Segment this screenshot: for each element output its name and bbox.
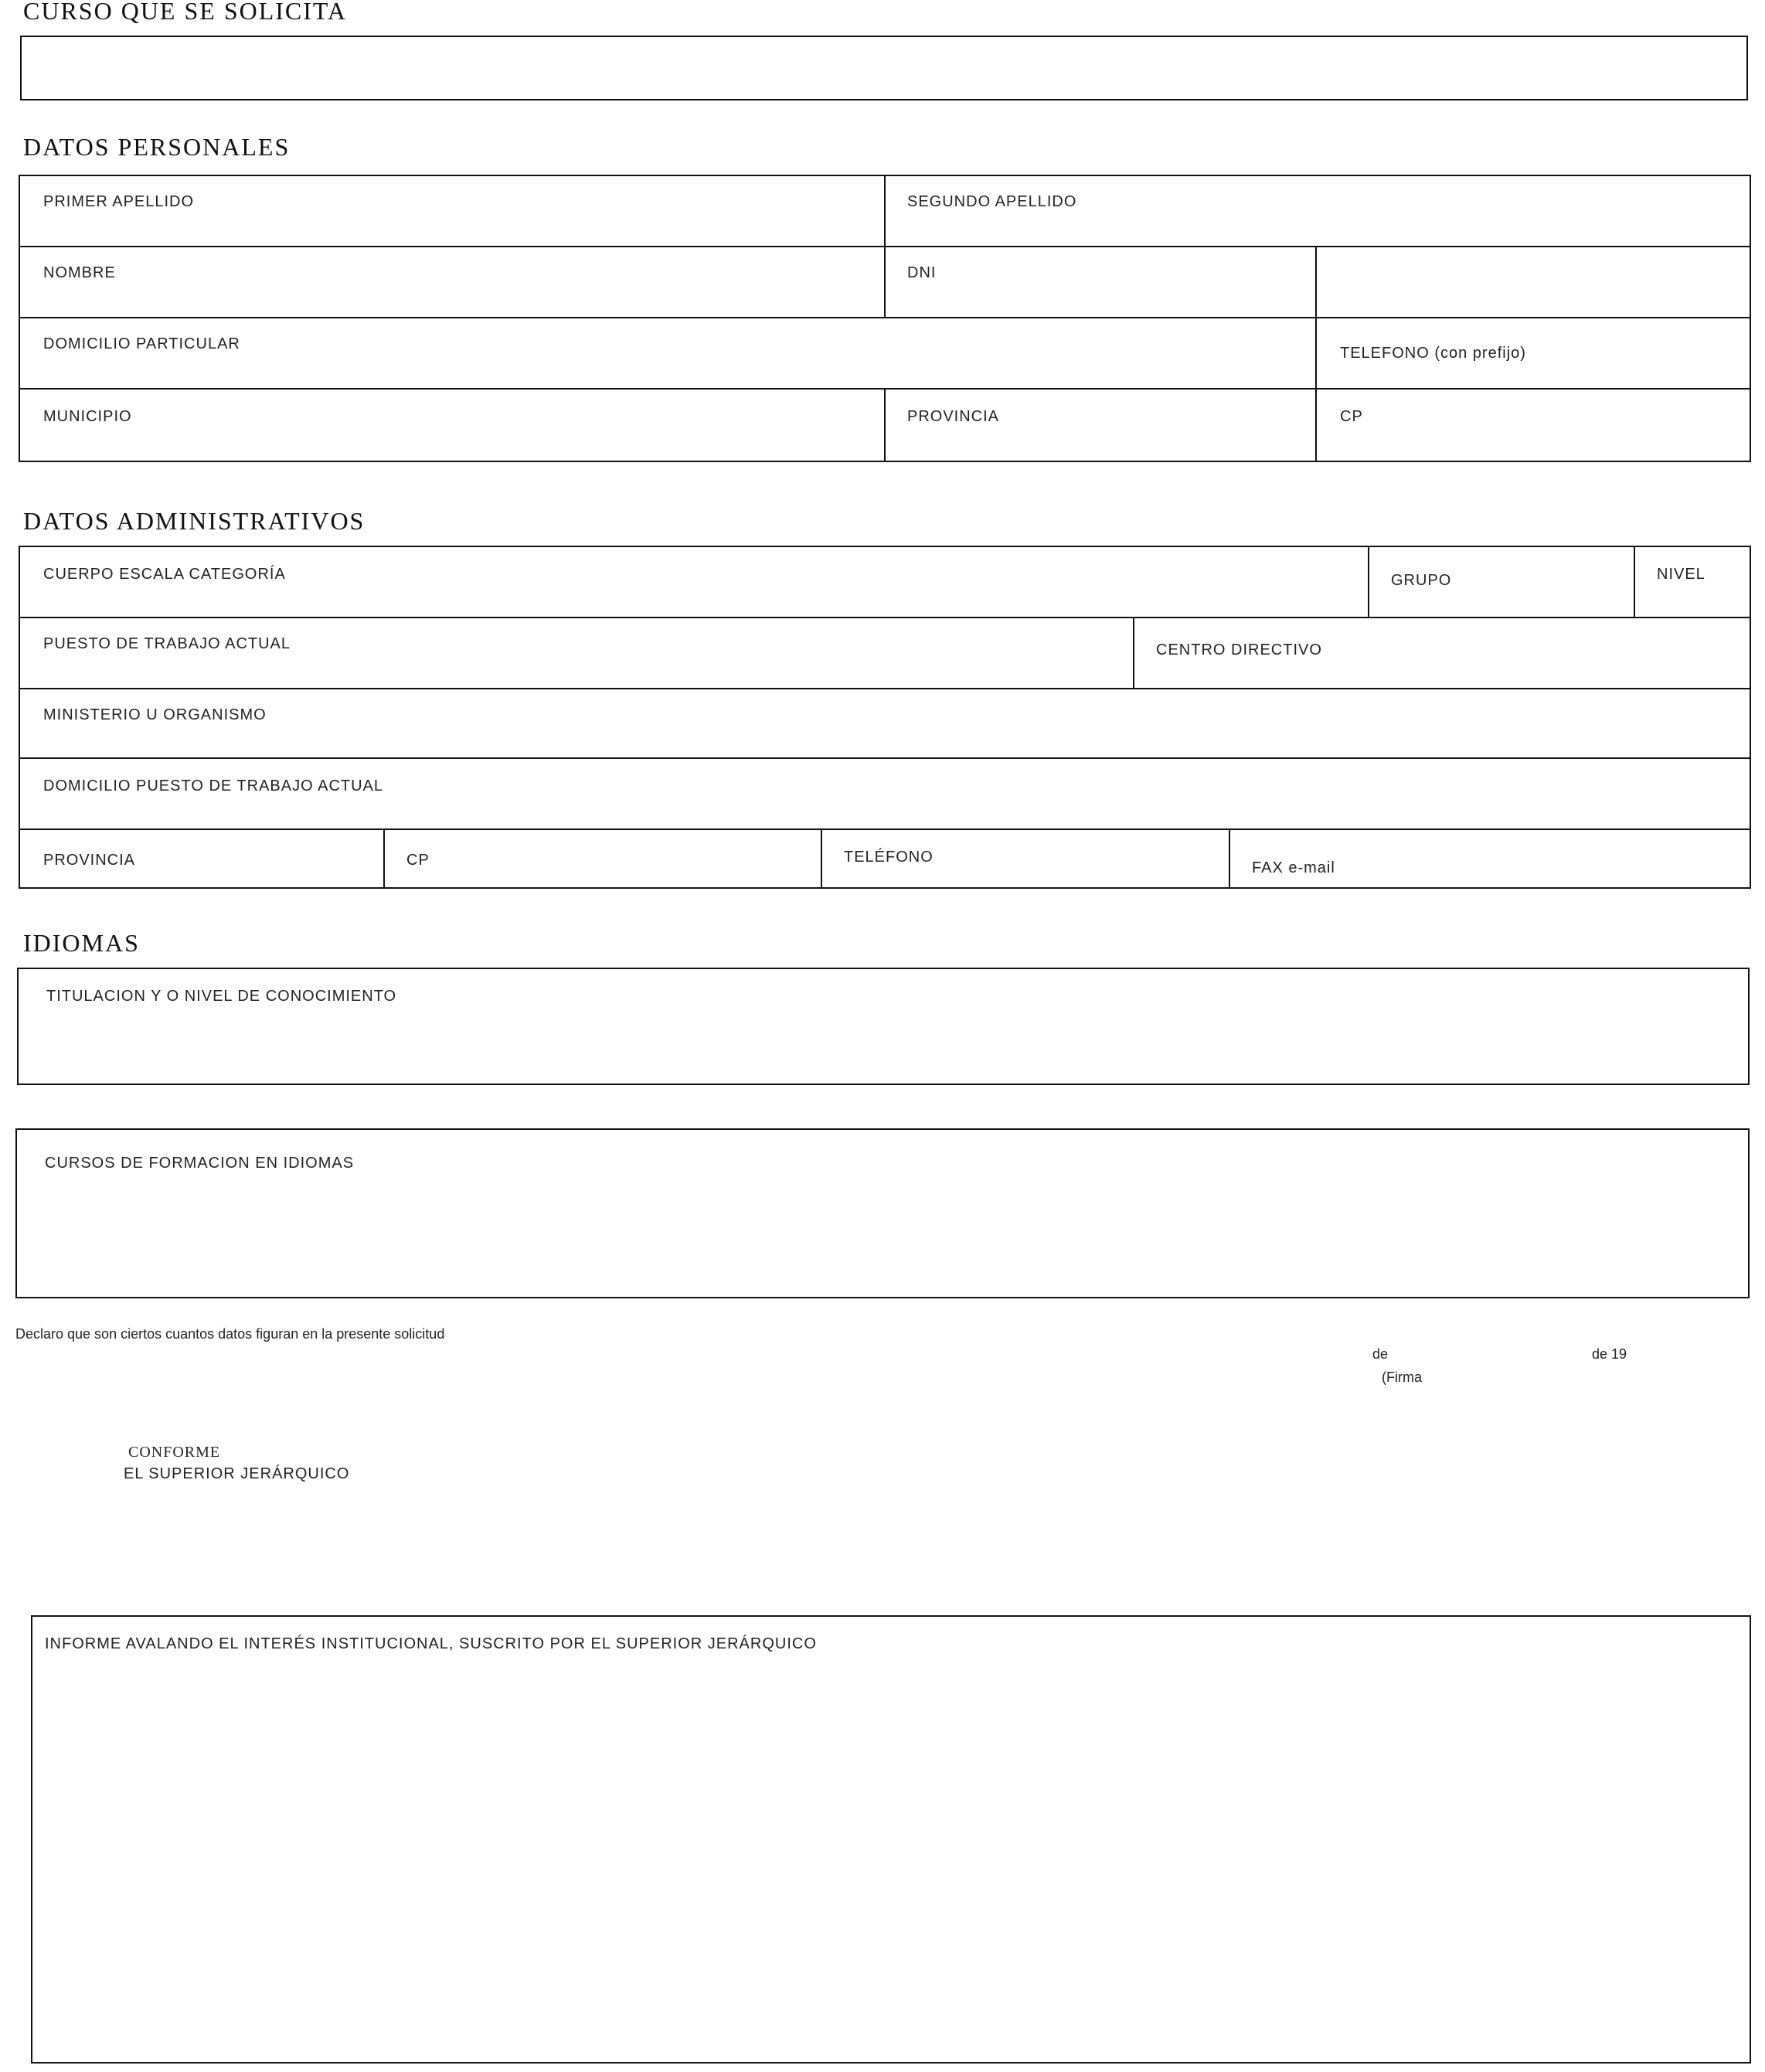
grupo-field[interactable]	[1369, 547, 1634, 617]
cp-field[interactable]	[1317, 390, 1750, 462]
informe-field[interactable]	[31, 1615, 1751, 2063]
administrativos-table	[19, 546, 1751, 889]
provincia-field[interactable]	[886, 390, 1315, 462]
municipio-field[interactable]	[20, 390, 884, 462]
fecha-de-2: de 19	[1592, 1346, 1627, 1362]
declaracion-text: Declaro que son ciertos cuantos datos figuran en la presente solicitud	[15, 1326, 445, 1342]
fax-email-field[interactable]	[1230, 830, 1750, 889]
idiomas-heading: IDIOMAS	[23, 929, 140, 957]
admin-provincia-label: PROVINCIA	[43, 852, 136, 869]
nivel-label: NIVEL	[1657, 566, 1705, 583]
segundo-apellido-field[interactable]	[886, 176, 1750, 246]
nivel-field[interactable]	[1635, 547, 1750, 617]
dni-label: DNI	[907, 264, 937, 281]
domicilio-field[interactable]	[20, 318, 1315, 388]
admin-cp-label: CP	[406, 852, 430, 869]
provincia-label: PROVINCIA	[907, 408, 1000, 425]
ministerio-field[interactable]	[20, 689, 1750, 757]
titulacion-field[interactable]	[17, 968, 1750, 1085]
centro-label: CENTRO DIRECTIVO	[1156, 641, 1322, 658]
nombre-label: NOMBRE	[43, 264, 116, 281]
dni-value-field[interactable]	[1317, 247, 1750, 317]
firma-label: (Firma	[1382, 1369, 1422, 1385]
admin-telefono-field[interactable]	[822, 830, 1229, 889]
puesto-label: PUESTO DE TRABAJO ACTUAL	[43, 635, 291, 652]
nombre-field[interactable]	[20, 247, 884, 317]
cuerpo-field[interactable]	[20, 547, 1368, 617]
cursos-idiomas-label: CURSOS DE FORMACION EN IDIOMAS	[45, 1155, 355, 1172]
dni-field[interactable]	[886, 247, 1315, 317]
personales-table	[19, 175, 1751, 462]
cuerpo-label: CUERPO ESCALA CATEGORÍA	[43, 566, 286, 583]
cp-label: CP	[1340, 408, 1363, 425]
domicilio-label: DOMICILIO PARTICULAR	[43, 335, 240, 352]
puesto-field[interactable]	[20, 618, 1133, 688]
personales-heading: DATOS PERSONALES	[23, 133, 291, 161]
fax-email-label: FAX e-mail	[1252, 859, 1335, 876]
admin-telefono-label: TELÉFONO	[844, 849, 934, 866]
superior-jerarquico-label: EL SUPERIOR JERÁRQUICO	[124, 1465, 350, 1482]
ministerio-label: MINISTERIO U ORGANISMO	[43, 706, 267, 723]
telefono-field[interactable]	[1317, 318, 1750, 388]
conforme-label: CONFORME	[128, 1444, 221, 1461]
fecha-de-1: de	[1372, 1346, 1389, 1362]
curso-field[interactable]	[20, 36, 1748, 100]
centro-field[interactable]	[1134, 618, 1750, 688]
segundo-apellido-label: SEGUNDO APELLIDO	[907, 193, 1077, 210]
primer-apellido-field[interactable]	[20, 176, 884, 246]
telefono-label: TELEFONO (con prefijo)	[1340, 345, 1526, 362]
administrativos-heading: DATOS ADMINISTRATIVOS	[23, 507, 366, 535]
primer-apellido-label: PRIMER APELLIDO	[43, 193, 195, 210]
cursos-idiomas-field[interactable]	[15, 1128, 1750, 1298]
domicilio-puesto-label: DOMICILIO PUESTO DE TRABAJO ACTUAL	[43, 777, 384, 794]
titulacion-label: TITULACION Y O NIVEL DE CONOCIMIENTO	[46, 988, 397, 1005]
admin-cp-field[interactable]	[385, 830, 821, 889]
curso-heading: CURSO QUE SE SOLICITA	[23, 0, 348, 25]
admin-provincia-field[interactable]	[20, 830, 383, 889]
municipio-label: MUNICIPIO	[43, 408, 132, 425]
grupo-label: GRUPO	[1391, 572, 1452, 589]
domicilio-puesto-field[interactable]	[20, 759, 1750, 828]
informe-label: INFORME AVALANDO EL INTERÉS INSTITUCIONAL, SUSCRITO POR EL SUPERIOR JERÁRQUICO	[45, 1635, 817, 1652]
